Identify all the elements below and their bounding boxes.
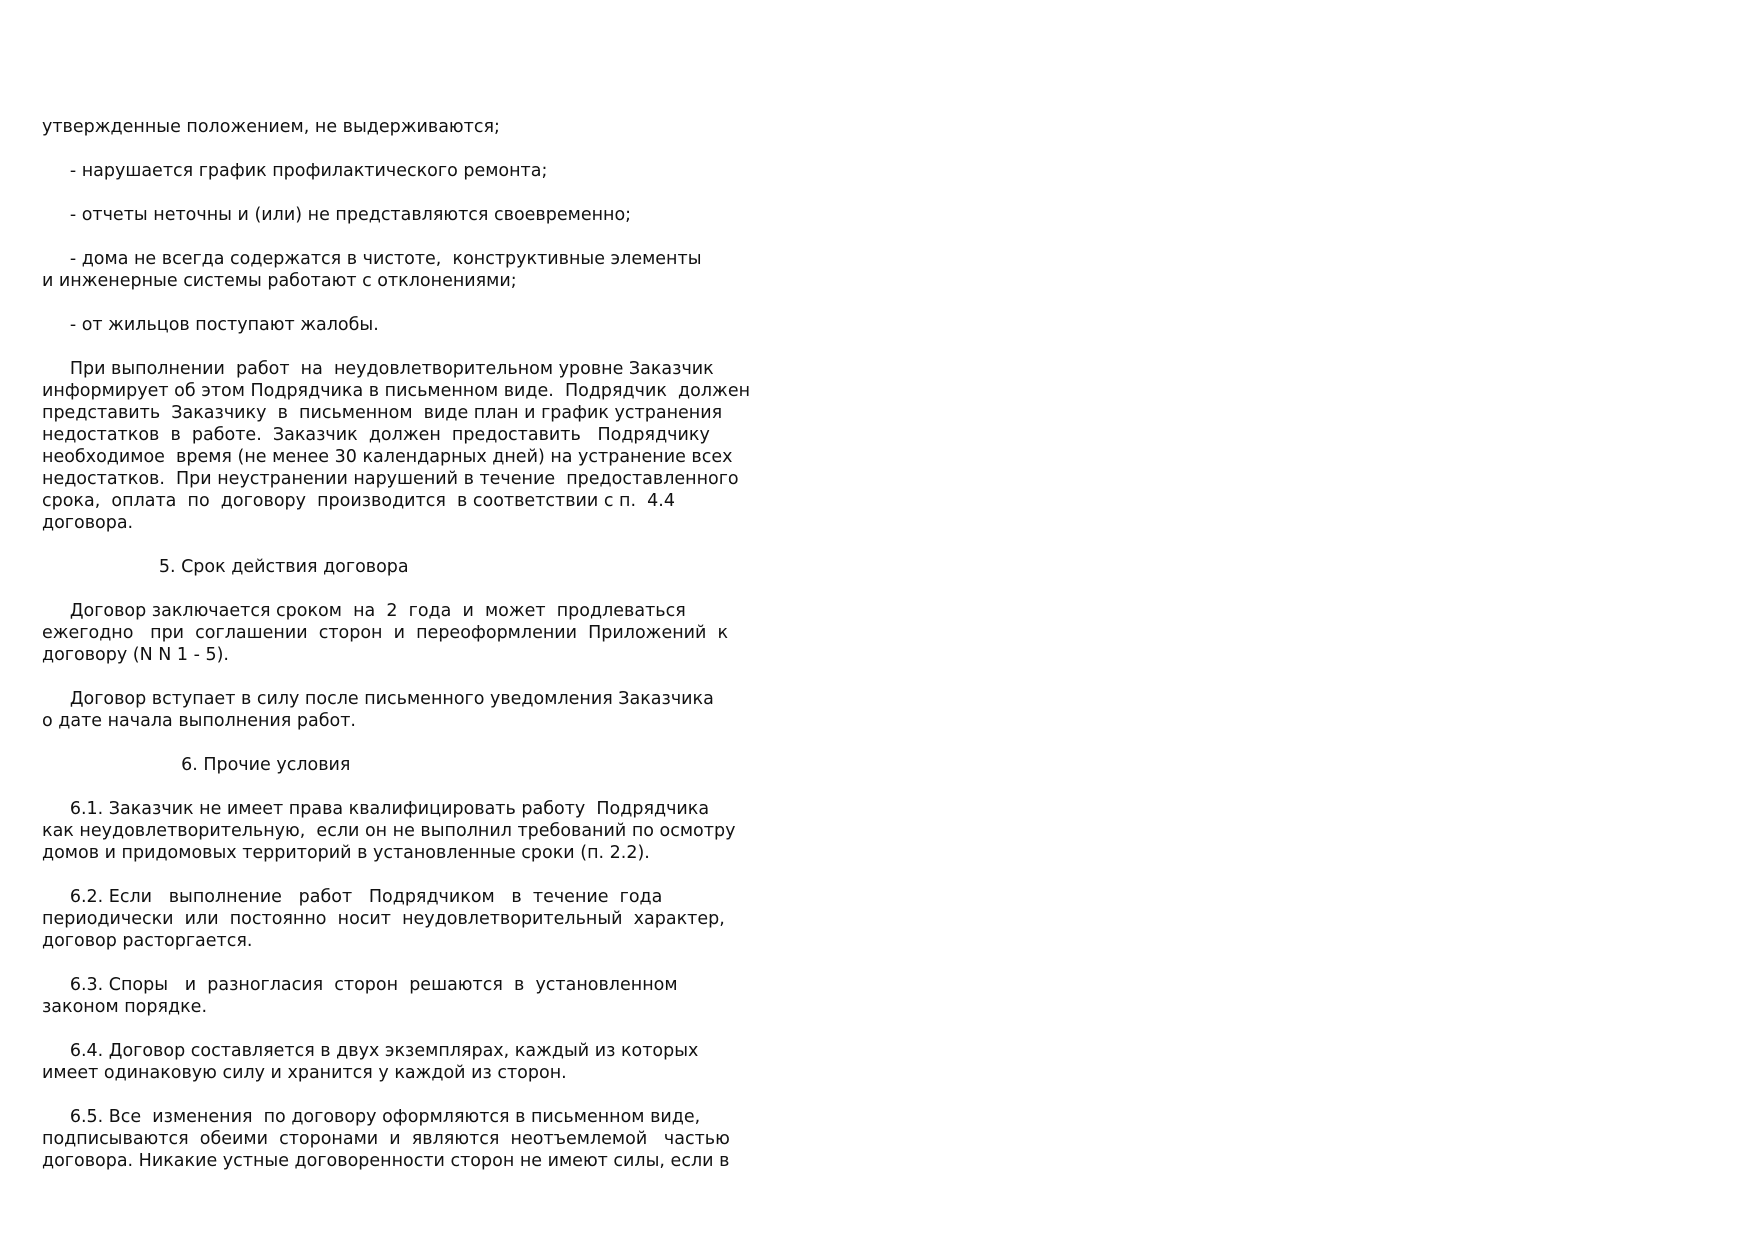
blank-line — [42, 138, 750, 160]
document-text — [42, 116, 750, 1172]
text-line: как неудовлетворительную, если он не выполнил требований по осмотру — [42, 821, 736, 841]
text-line: информирует об этом Подрядчика в письменном виде. Подрядчик должен — [42, 381, 751, 401]
text-line: 5. Срок действия договора — [42, 557, 409, 577]
text-line: 6. Прочие условия — [42, 755, 351, 775]
blank-line — [42, 1018, 750, 1040]
blank-line — [42, 732, 750, 754]
text-line: недостатков. При неустранении нарушений в течение предоставленного — [42, 469, 739, 489]
text-line: подписываются обеими сторонами и являются неотъемлемой частью — [42, 1129, 730, 1149]
blank-line — [42, 776, 750, 798]
blank-line — [42, 292, 750, 314]
text-line: договору (N N 1 - 5). — [42, 645, 229, 665]
text-line: Договор вступает в силу после письменного уведомления Заказчика — [42, 689, 714, 709]
blank-line — [42, 534, 750, 556]
text-line: 6.4. Договор составляется в двух экземплярах, каждый из которых — [42, 1041, 699, 1061]
text-line: законом порядке. — [42, 997, 208, 1017]
text-line: и инженерные системы работают с отклонениями; — [42, 271, 517, 291]
blank-line — [42, 578, 750, 600]
text-line: периодически или постоянно носит неудовлетворительный характер, — [42, 909, 725, 929]
text-line: договора. — [42, 513, 134, 533]
text-line: При выполнении работ на неудовлетворительном уровне Заказчик — [42, 359, 714, 379]
text-line: - отчеты неточны и (или) не представляются своевременно; — [42, 205, 632, 225]
text-line: домов и придомовых территорий в установленные сроки (п. 2.2). — [42, 843, 650, 863]
text-line: имеет одинаковую силу и хранится у каждой из сторон. — [42, 1063, 567, 1083]
text-line: 6.2. Если выполнение работ Подрядчиком в течение года — [42, 887, 663, 907]
blank-line — [42, 182, 750, 204]
text-line: утвержденные положением, не выдерживаются; — [42, 117, 500, 137]
blank-line — [42, 1084, 750, 1106]
blank-line — [42, 952, 750, 974]
text-line: необходимое время (не менее 30 календарных дней) на устранение всех — [42, 447, 733, 467]
text-line: о дате начала выполнения работ. — [42, 711, 356, 731]
text-line: Договор заключается сроком на 2 года и может продлеваться — [42, 601, 686, 621]
text-line: срока, оплата по договору производится в соответствии с п. 4.4 — [42, 491, 675, 511]
blank-line — [42, 336, 750, 358]
text-line: недостатков в работе. Заказчик должен предоставить Подрядчику — [42, 425, 710, 445]
text-line: 6.1. Заказчик не имеет права квалифицировать работу Подрядчика — [42, 799, 710, 819]
text-line: ежегодно при соглашении сторон и переоформлении Приложений к — [42, 623, 729, 643]
text-line: 6.5. Все изменения по договору оформляются в письменном виде, — [42, 1107, 701, 1127]
text-line: - дома не всегда содержатся в чистоте, конструктивные элементы — [42, 249, 702, 269]
blank-line — [42, 864, 750, 886]
text-line: - нарушается график профилактического ремонта; — [42, 161, 548, 181]
text-line: договора. Никакие устные договоренности сторон не имеют силы, если в — [42, 1151, 730, 1171]
text-line: представить Заказчику в письменном виде план и график устранения — [42, 403, 723, 423]
blank-line — [42, 226, 750, 248]
text-line: 6.3. Споры и разногласия сторон решаются в установленном — [42, 975, 678, 995]
text-line: договор расторгается. — [42, 931, 253, 951]
blank-line — [42, 666, 750, 688]
text-line: - от жильцов поступают жалобы. — [42, 315, 379, 335]
